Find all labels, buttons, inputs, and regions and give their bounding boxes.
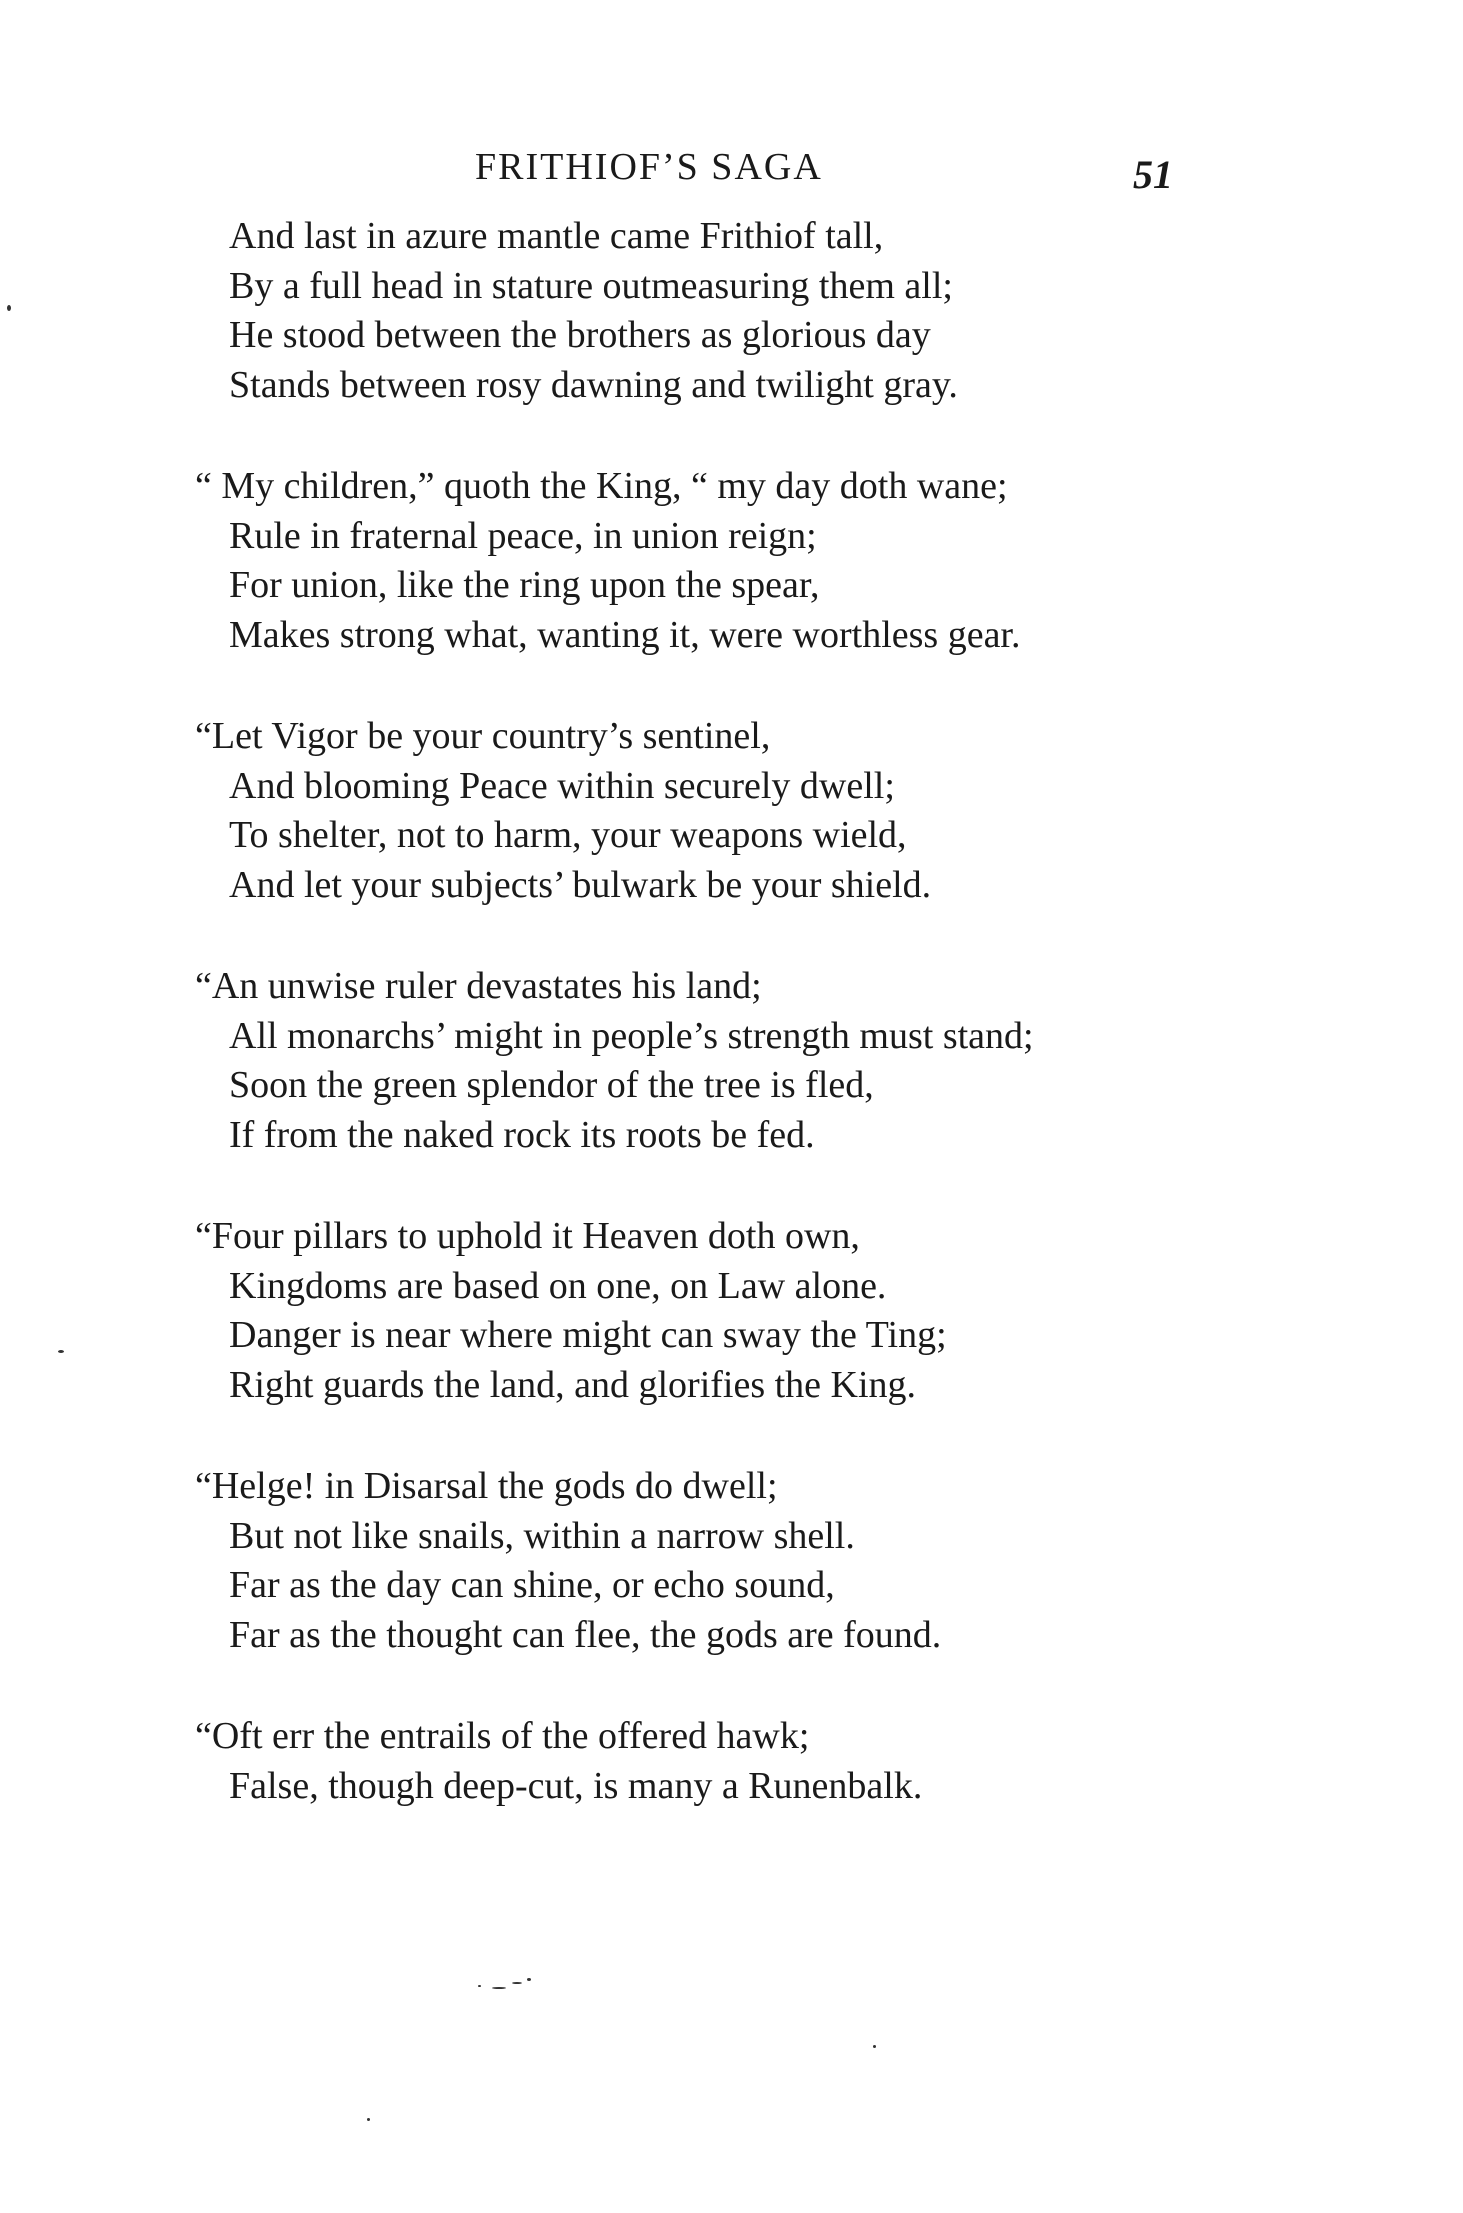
poem-line: “Let Vigor be your country’s sentinel, — [195, 715, 771, 757]
poem-line: To shelter, not to harm, your weapons wield, — [229, 814, 907, 856]
poem-line: False, though deep-cut, is many a Runenbalk. — [229, 1764, 923, 1807]
scan-speck — [492, 1987, 506, 1989]
stanza — [195, 1712, 1395, 1811]
running-header-title: FRITHIOF’S SAGA — [475, 146, 823, 188]
poem-line: All monarchs’ might in people’s strength must stand; — [229, 1014, 1034, 1057]
poem-line: For union, like the ring upon the spear, — [229, 564, 820, 606]
page-number: 51 — [1133, 152, 1173, 197]
poem-line: “Oft err the entrails of the offered hawk; — [195, 1715, 810, 1757]
scan-speck — [512, 1982, 522, 1984]
poem-line: If from the naked rock its roots be fed. — [229, 1113, 815, 1156]
stanza — [195, 712, 1395, 910]
poem-line: And last in azure mantle came Frithiof tall, — [229, 215, 884, 257]
scan-speck — [7, 305, 11, 311]
poem-line: Stands between rosy dawning and twilight gray. — [229, 363, 958, 406]
poem-line: But not like snails, within a narrow shell. — [229, 1514, 855, 1557]
poem-line: He stood between the brothers as glorious day — [229, 314, 931, 356]
stanza — [195, 962, 1395, 1160]
poem-line: Far as the day can shine, or echo sound, — [229, 1564, 835, 1606]
scan-speck — [367, 2118, 370, 2121]
poem-line: Makes strong what, wanting it, were worthless gear. — [229, 613, 1021, 656]
poem-line: “Four pillars to uphold it Heaven doth own, — [195, 1215, 860, 1257]
poem-line: Right guards the land, and glorifies the King. — [229, 1363, 917, 1406]
poem-line: By a full head in stature outmeasuring them all; — [229, 264, 953, 307]
scan-speck — [527, 1978, 531, 1981]
poem-line: Soon the green splendor of the tree is fled, — [229, 1064, 874, 1106]
poem-line: And blooming Peace within securely dwell; — [229, 764, 895, 807]
poem-line: “Helge! in Disarsal the gods do dwell; — [195, 1465, 778, 1507]
stanza — [195, 212, 1395, 410]
poem-line: And let your subjects’ bulwark be your shield. — [229, 863, 932, 906]
stanza — [195, 1212, 1395, 1410]
scan-speck — [873, 2045, 876, 2048]
stanza — [195, 462, 1395, 660]
poem-line: Kingdoms are based on one, on Law alone. — [229, 1264, 887, 1307]
poem-body — [195, 212, 1395, 1863]
poem-line: Far as the thought can flee, the gods are found. — [229, 1613, 942, 1656]
scan-speck — [478, 1985, 481, 1987]
poem-line: Rule in fraternal peace, in union reign; — [229, 514, 817, 557]
poem-line: “ My children,” quoth the King, “ my day doth wane; — [195, 465, 1008, 507]
stanza — [195, 1462, 1395, 1660]
scan-speck — [58, 1350, 64, 1353]
poem-line: “An unwise ruler devastates his land; — [195, 965, 762, 1007]
poem-line: Danger is near where might can sway the Ting; — [229, 1314, 947, 1356]
